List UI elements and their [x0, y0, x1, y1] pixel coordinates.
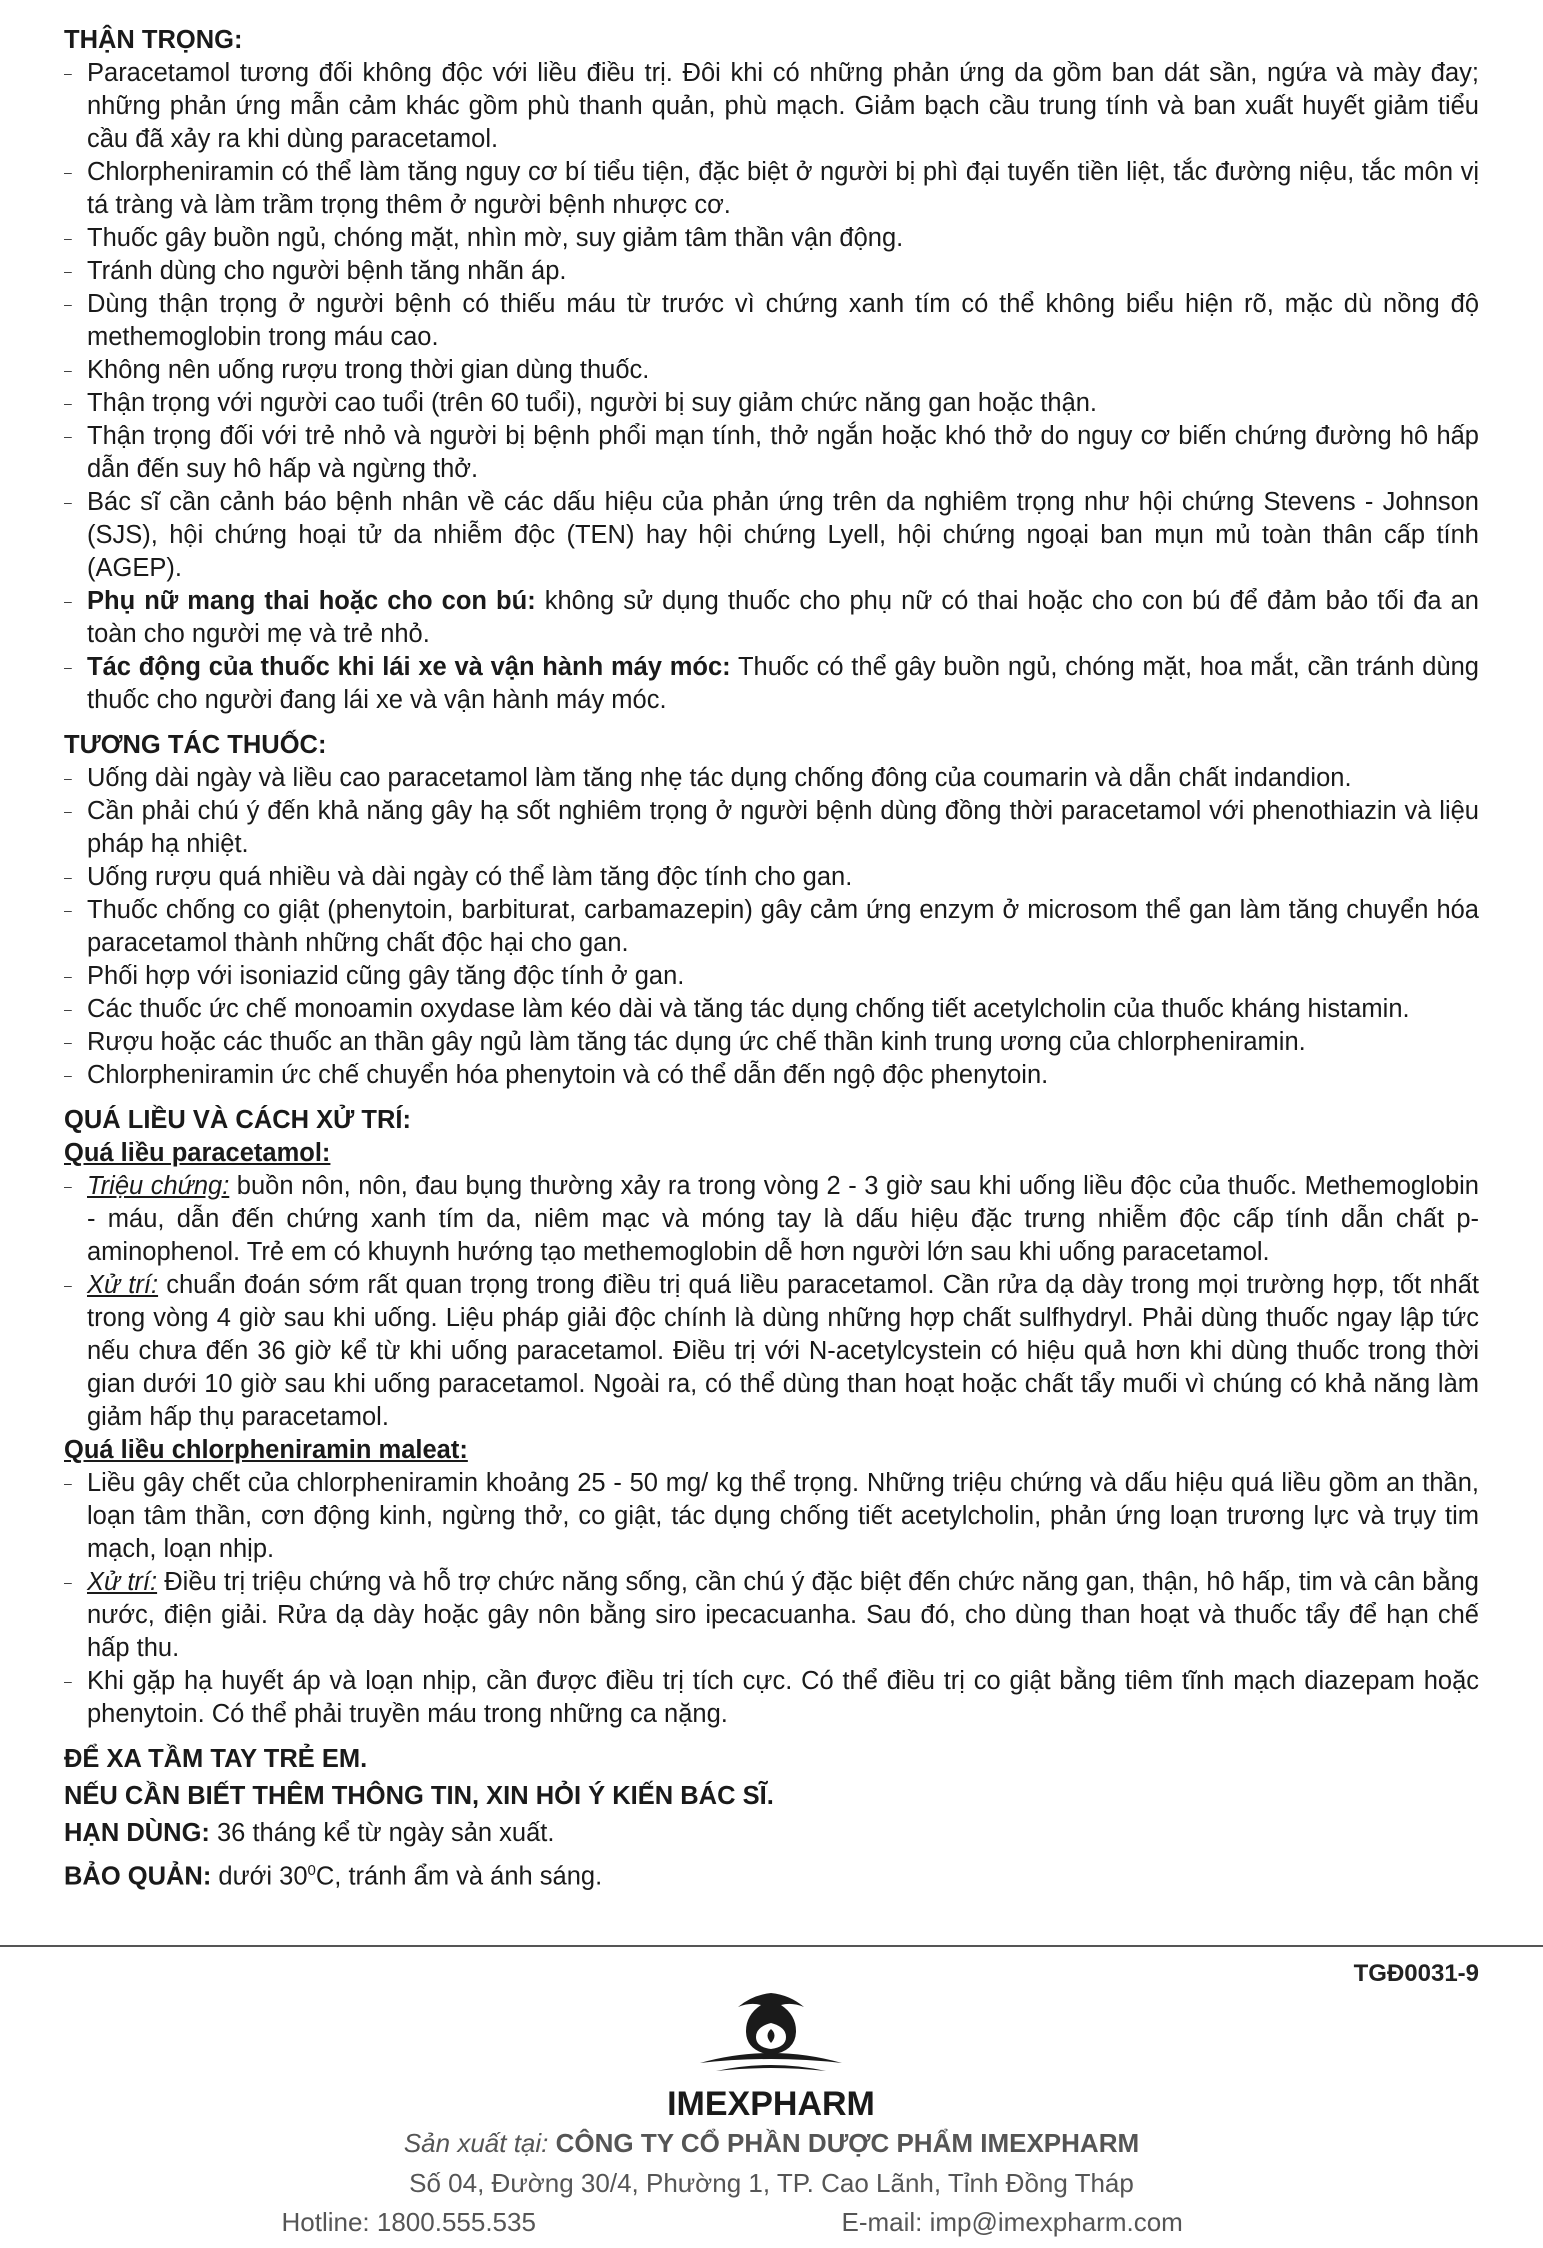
list-item: – Liều gây chết của chlorpheniramin khoảng 25 - 50 mg/ kg thể trọng. Những triệu chứng và dấu hiệu quá liều gồm an thần, loạn tâm thần, cơn động kinh, ngừng thở, co giật, tác dụng chống tiết acetylcholin, phản ứng loạn trương lực và trụy tim mạch, loạn nhịp. [64, 1467, 1479, 1566]
list-item: – Xử trí: Điều trị triệu chứng và hỗ trợ chức năng sống, cần chú ý đặc biệt đến chức năng gan, thận, hô hấp, tim và cân bằng nước, điện giải. Rửa dạ dày hoặc gây nôn bằng siro ipecacuanha. Sau đó, cho dùng than hoạt và thuốc tẩy để hạn chế hấp thu. [64, 1566, 1479, 1665]
list-item: – Rượu hoặc các thuốc an thần gây ngủ làm tăng tác dụng ức chế thần kinh trung ương của chlorpheniramin. [64, 1026, 1479, 1059]
list-item: – Dùng thận trọng ở người bệnh có thiếu máu từ trước vì chứng xanh tím có thể không biểu hiện rõ, mặc dù nồng độ methemoglobin trong máu cao. [64, 288, 1479, 354]
section-than-trong [64, 24, 1479, 717]
list-item: – Thận trọng đối với trẻ nhỏ và người bị bệnh phổi mạn tính, thở ngắn hoặc khó thở do nguy cơ biến chứng đường hô hấp dẫn đến suy hô hấp và ngừng thở. [64, 420, 1479, 486]
list-paracetamol [64, 1170, 1479, 1434]
divider [0, 1945, 1543, 1947]
made-at-label: Sản xuất tại: [403, 2128, 549, 2158]
email-link[interactable]: E-mail: imp@imexpharm.com [841, 2207, 1183, 2237]
leaflet-body [64, 24, 1479, 1898]
storage-label: BẢO QUẢN: [64, 1862, 212, 1891]
item-lead: Tác động của thuốc khi lái xe và vận hành máy móc: [87, 653, 731, 681]
degree-superscript: 0 [307, 1862, 316, 1879]
list-item: – Phụ nữ mang thai hoặc cho con bú: không sử dụng thuốc cho phụ nữ có thai hoặc cho con bú để đảm bảo tối đa an toàn cho người mẹ và trẻ nhỏ. [64, 585, 1479, 651]
document-code: TGĐ0031-9 [1353, 1960, 1479, 1987]
list-item: – Bác sĩ cần cảnh báo bệnh nhân về các dấu hiệu của phản ứng trên da nghiêm trọng như hội chứng Stevens - Johnson (SJS), hội chứng hoại tử da nhiễm độc (TEN) hay hội chứng Lyell, hội chứng ngoại ban mụn mủ toàn thân cấp tính (AGEP). [64, 486, 1479, 585]
expiry-value: 36 tháng kể từ ngày sản xuất. [209, 1819, 555, 1847]
list-item: – Uống dài ngày và liều cao paracetamol làm tăng nhẹ tác dụng chống đông của coumarin và dẫn chất indandion. [64, 762, 1479, 795]
footer-made-at [0, 2128, 1543, 2159]
hotline: Hotline: 1800.555.535 [281, 2207, 536, 2237]
list-item: – Chlorpheniramin ức chế chuyển hóa phenytoin và có thể dẫn đến ngộ độc phenytoin. [64, 1059, 1479, 1092]
item-lead: Triệu chứng: [87, 1172, 230, 1200]
company-name: CÔNG TY CỔ PHẦN DƯỢC PHẨM IMEXPHARM [548, 2128, 1140, 2158]
expiry-line [64, 1817, 1479, 1850]
list-item: – Phối hợp với isoniazid cũng gây tăng độc tính ở gan. [64, 960, 1479, 993]
expiry-label: HẠN DÙNG: [64, 1819, 210, 1847]
brand-logo [660, 1993, 882, 2133]
heading-tuong-tac: TƯƠNG TÁC THUỐC: [64, 731, 327, 759]
item-lead: Xử trí: [87, 1271, 159, 1299]
item-lead: Xử trí: [87, 1568, 158, 1596]
footer-address: Số 04, Đường 30/4, Phường 1, TP. Cao Lãnh, Tỉnh Đồng Tháp [409, 2168, 1134, 2198]
list-item: – Uống rượu quá nhiều và dài ngày có thể làm tăng độc tính cho gan. [64, 861, 1479, 894]
list-item: – Cần phải chú ý đến khả năng gây hạ sốt nghiêm trọng ở người bệnh dùng đồng thời paracetamol với phenothiazin và liệu pháp hạ nhiệt. [64, 795, 1479, 861]
item-lead: Phụ nữ mang thai hoặc cho con bú: [87, 587, 536, 615]
list-tuong-tac [64, 762, 1479, 1092]
brand-name: IMEXPHARM [667, 2085, 875, 2123]
heading-than-trong: THẬN TRỌNG: [64, 26, 243, 54]
section-qua-lieu [64, 1104, 1479, 1731]
warning-info: NẾU CẦN BIẾT THÊM THÔNG TIN, XIN HỎI Ý KIẾN BÁC SĨ. [64, 1782, 774, 1810]
final-notes [64, 1743, 1479, 1894]
list-item: – Triệu chứng: buồn nôn, nôn, đau bụng thường xảy ra trong vòng 2 - 3 giờ sau khi uống liều độc của thuốc. Methemoglobin - máu, dẫn đến chứng xanh tím da, niêm mạc và móng tay là dấu hiệu đặc trưng nhiễm độc cấp tính dẫn chất p-aminophenol. Trẻ em có khuynh hướng tạo methemoglobin dễ hơn người lớn sau khi uống paracetamol. [64, 1170, 1479, 1269]
list-than-trong [64, 57, 1479, 717]
list-item: – Paracetamol tương đối không độc với liều điều trị. Đôi khi có những phản ứng da gồm ban dát sần, ngứa và mày đay; những phản ứng mẫn cảm khác gồm phù thanh quản, phù mạch. Giảm bạch cầu trung tính và ban xuất huyết giảm tiểu cầu đã xảy ra khi dùng paracetamol. [64, 57, 1479, 156]
list-item: – Thuốc gây buồn ngủ, chóng mặt, nhìn mờ, suy giảm tâm thần vận động. [64, 222, 1479, 255]
list-chlorpheniramin [64, 1467, 1479, 1731]
storage-line: BẢO QUẢN: dưới $30^0C$, tránh ẩm và ánh sáng. [64, 1862, 603, 1891]
subheading-paracetamol: Quá liều paracetamol: [64, 1139, 331, 1167]
list-item: – Thận trọng với người cao tuổi (trên 60 tuổi), người bị suy giảm chức năng gan hoặc thận. [64, 387, 1479, 420]
list-item: – Khi gặp hạ huyết áp và loạn nhịp, cần được điều trị tích cực. Có thể điều trị co giật bằng tiêm tĩnh mạch diazepam hoặc phenytoin. Có thể phải truyền máu trong những ca nặng. [64, 1665, 1479, 1731]
list-item: – Thuốc chống co giật (phenytoin, barbiturat, carbamazepin) gây cảm ứng enzym ở microsom thể gan làm tăng chuyển hóa paracetamol thành những chất độc hại cho gan. [64, 894, 1479, 960]
list-item: – Tránh dùng cho người bệnh tăng nhãn áp. [64, 255, 1479, 288]
list-item: – Xử trí: chuẩn đoán sớm rất quan trọng trong điều trị quá liều paracetamol. Cần rửa dạ dày trong mọi trường hợp, tốt nhất trong vòng 4 giờ sau khi uống. Liệu pháp giải độc chính là dùng những hợp chất sulfhydryl. Phải dùng thuốc ngay lập tức nếu chưa đến 36 giờ kể từ khi uống paracetamol. Điều trị với N-acetylcystein có hiệu quả hơn khi dùng thuốc trong thời gian dưới 10 giờ sau khi uống paracetamol. Ngoài ra, có thể dùng than hoạt hoặc chất tẩy muối vì chúng có khả năng làm giảm hấp thụ paracetamol. [64, 1269, 1479, 1434]
list-item: – Tác động của thuốc khi lái xe và vận hành máy móc: Thuốc có thể gây buồn ngủ, chóng mặt, hoa mắt, cần tránh dùng thuốc cho người đang lái xe và vận hành máy móc. [64, 651, 1479, 717]
section-tuong-tac [64, 729, 1479, 1092]
subheading-chlorpheniramin: Quá liều chlorpheniramin maleat: [64, 1436, 468, 1464]
imexpharm-logo-icon [660, 1993, 882, 2133]
footer-contacts [0, 2207, 1543, 2238]
warning-children: ĐỂ XA TẦM TAY TRẺ EM. [64, 1745, 368, 1773]
list-item: – Chlorpheniramin có thể làm tăng nguy cơ bí tiểu tiện, đặc biệt ở người bị phì đại tuyến tiền liệt, tắc đường niệu, tắc môn vị tá tràng và làm trầm trọng thêm ở người bệnh nhược cơ. [64, 156, 1479, 222]
list-item: – Không nên uống rượu trong thời gian dùng thuốc. [64, 354, 1479, 387]
list-item: – Các thuốc ức chế monoamin oxydase làm kéo dài và tăng tác dụng chống tiết acetylcholin của thuốc kháng histamin. [64, 993, 1479, 1026]
heading-qua-lieu: QUÁ LIỀU VÀ CÁCH XỬ TRÍ: [64, 1106, 411, 1134]
